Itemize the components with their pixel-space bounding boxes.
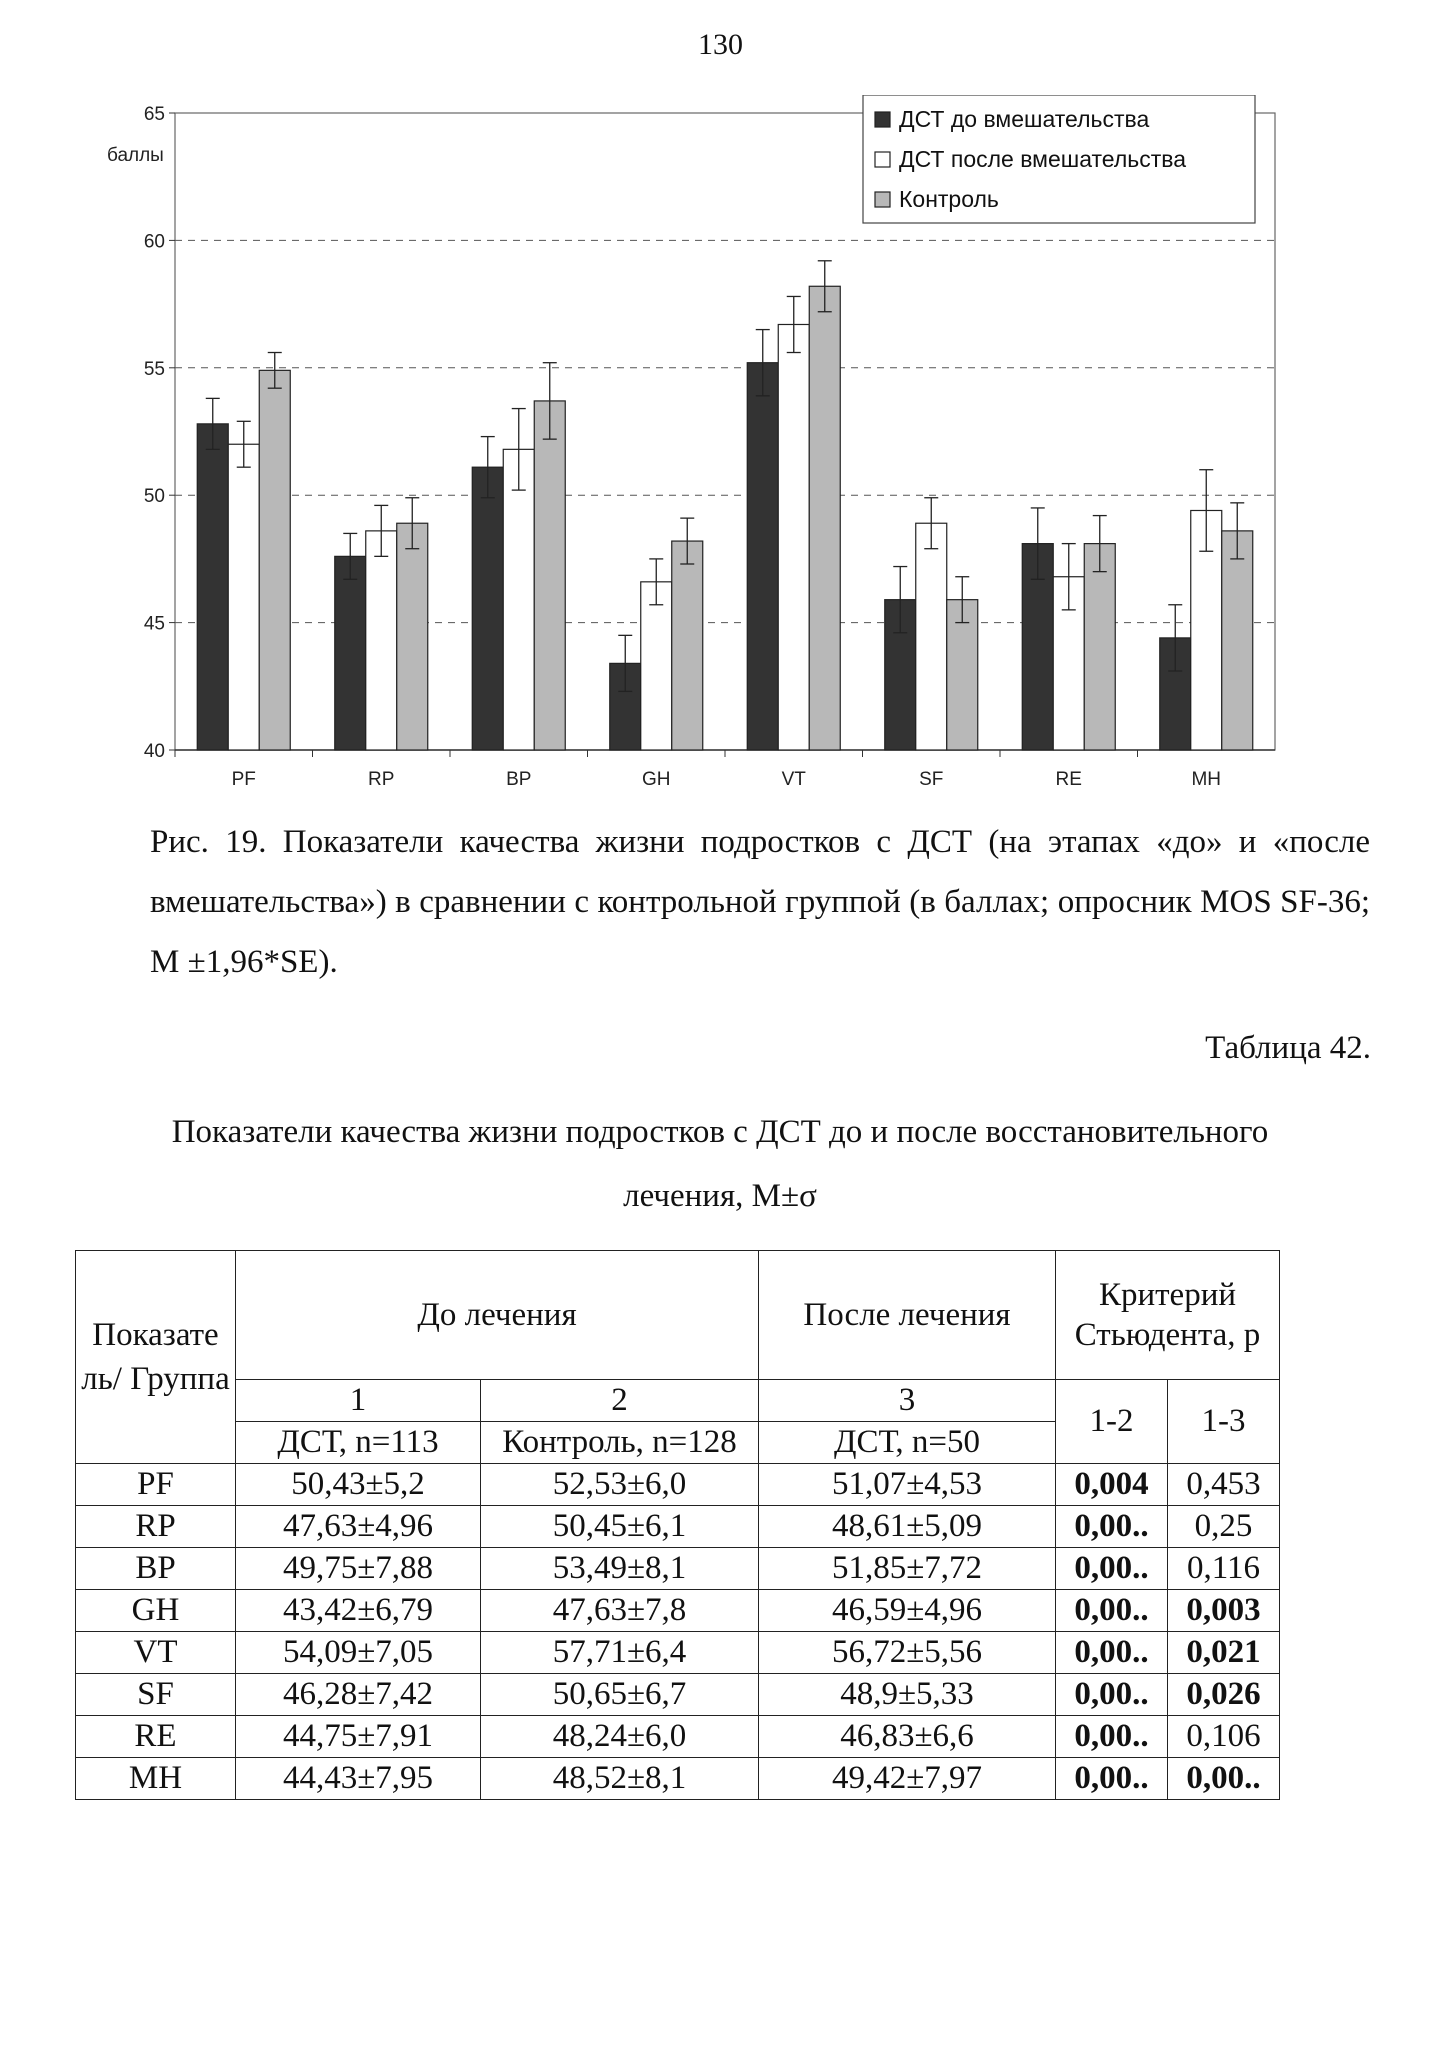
header-criterion: Критерий Стьюдента, p	[1056, 1251, 1280, 1380]
table-cell-c3: 51,07±4,53	[759, 1464, 1056, 1506]
table-cell-c1: 44,43±7,95	[236, 1758, 481, 1800]
legend-swatch	[875, 152, 890, 167]
table-cell-c2: 47,63±7,8	[481, 1590, 759, 1632]
table-cell-c3: 48,61±5,09	[759, 1506, 1056, 1548]
header-p12: 1-2	[1056, 1380, 1168, 1464]
table-row	[76, 1548, 1280, 1590]
y-axis-ticks	[144, 104, 175, 762]
y-tick-label: 50	[143, 486, 165, 508]
bar-mh-s3	[1222, 531, 1253, 750]
x-tick-label: RE	[1055, 769, 1082, 790]
table-cell-p12: 0,00..	[1056, 1716, 1168, 1758]
table-cell-p13: 0,106	[1168, 1716, 1280, 1758]
table-cell-name: MH	[76, 1758, 236, 1800]
x-tick-label: VT	[781, 769, 806, 790]
y-tick-label: 45	[143, 613, 165, 635]
table-title	[80, 1100, 1360, 1228]
table-title-line1: Показатели качества жизни подростков с ДСТ до и после восстановительного	[171, 1114, 1269, 1150]
legend-swatch	[875, 112, 890, 127]
header-p13: 1-3	[1168, 1380, 1280, 1464]
bar-chart	[95, 95, 1295, 805]
y-tick-label: 55	[143, 358, 165, 380]
table-cell-c1: 43,42±6,79	[236, 1590, 481, 1632]
table-cell-name: PF	[76, 1464, 236, 1506]
figure-caption: Рис. 19. Показатели качества жизни подростков с ДСТ (на этапах «до» и «после вмешательства») в сравнении с контрольной группой (в баллах; опросник MOS SF-36; M ±1,96*SE).	[150, 824, 1370, 980]
table-cell-name: GH	[76, 1590, 236, 1632]
table-cell-c2: 52,53±6,0	[481, 1464, 759, 1506]
table-cell-c3: 49,42±7,97	[759, 1758, 1056, 1800]
table-cell-name: RE	[76, 1716, 236, 1758]
bar-bp-s3	[534, 401, 565, 750]
table-cell-c1: 44,75±7,91	[236, 1716, 481, 1758]
table-row	[76, 1632, 1280, 1674]
header-num-2: 2	[481, 1380, 759, 1422]
table-cell-p12: 0,00..	[1056, 1590, 1168, 1632]
table-cell-name: SF	[76, 1674, 236, 1716]
table-cell-c2: 57,71±6,4	[481, 1632, 759, 1674]
bar-sf-s2	[916, 523, 947, 750]
table-cell-c2: 48,24±6,0	[481, 1716, 759, 1758]
table-cell-c3: 46,83±6,6	[759, 1716, 1056, 1758]
bar-vt-s2	[778, 324, 809, 750]
table-cell-c3: 51,85±7,72	[759, 1548, 1056, 1590]
bar-rp-s2	[366, 531, 397, 750]
table-cell-p13: 0,453	[1168, 1464, 1280, 1506]
legend-label: ДСТ после вмешательства	[899, 146, 1187, 172]
table-cell-p13: 0,003	[1168, 1590, 1280, 1632]
legend-swatch	[875, 192, 890, 207]
legend	[863, 95, 1255, 223]
y-tick-label: 65	[143, 104, 165, 125]
bar-pf-s2	[228, 444, 259, 750]
table-cell-name: VT	[76, 1632, 236, 1674]
y-tick-label: 40	[143, 741, 165, 762]
table-row	[76, 1464, 1280, 1506]
table-cell-p13: 0,021	[1168, 1632, 1280, 1674]
table-cell-p12: 0,004	[1056, 1464, 1168, 1506]
table-row	[76, 1590, 1280, 1632]
bar-pf-s3	[259, 370, 290, 750]
header-before: До лечения	[236, 1251, 759, 1380]
table-row	[76, 1674, 1280, 1716]
bar-bp-s2	[503, 449, 534, 750]
table-cell-p12: 0,00..	[1056, 1548, 1168, 1590]
table-cell-p13: 0,25	[1168, 1506, 1280, 1548]
bar-gh-s3	[672, 541, 703, 750]
table-row	[76, 1758, 1280, 1800]
header-group-3: ДСТ, n=50	[759, 1422, 1056, 1464]
table-cell-p12: 0,00..	[1056, 1674, 1168, 1716]
bar-gh-s2	[641, 582, 672, 750]
x-tick-label: PF	[231, 769, 256, 790]
table-title-line2: лечения, M±σ	[623, 1178, 817, 1214]
table-cell-c3: 46,59±4,96	[759, 1590, 1056, 1632]
table-cell-c2: 50,45±6,1	[481, 1506, 759, 1548]
table-number: Таблица 42.	[1205, 1030, 1371, 1066]
header-indicator: Показате ль/ Группа	[76, 1251, 236, 1464]
table-cell-c3: 56,72±5,56	[759, 1632, 1056, 1674]
table-cell-c2: 53,49±8,1	[481, 1548, 759, 1590]
legend-label: ДСТ до вмешательства	[899, 106, 1150, 132]
table-row	[76, 1506, 1280, 1548]
bar-vt-s1	[747, 363, 778, 750]
header-group-1: ДСТ, n=113	[236, 1422, 481, 1464]
y-axis-label: баллы	[107, 145, 164, 166]
bar-bp-s1	[472, 467, 503, 750]
table-cell-c1: 50,43±5,2	[236, 1464, 481, 1506]
table-cell-c2: 50,65±6,7	[481, 1674, 759, 1716]
table-cell-p12: 0,00..	[1056, 1506, 1168, 1548]
legend-label: Контроль	[899, 186, 999, 212]
header-num-1: 1	[236, 1380, 481, 1422]
y-tick-label: 60	[143, 231, 165, 253]
table-cell-c1: 49,75±7,88	[236, 1548, 481, 1590]
table-cell-p13: 0,116	[1168, 1548, 1280, 1590]
table-cell-c3: 48,9±5,33	[759, 1674, 1056, 1716]
table-cell-c1: 47,63±4,96	[236, 1506, 481, 1548]
header-after: После лечения	[759, 1251, 1056, 1380]
table-cell-p12: 0,00..	[1056, 1758, 1168, 1800]
table-cell-name: BP	[76, 1548, 236, 1590]
header-group-2: Контроль, n=128	[481, 1422, 759, 1464]
x-tick-label: GH	[642, 769, 671, 790]
table-body	[76, 1464, 1280, 1800]
bars	[197, 261, 1253, 750]
x-tick-label: BP	[506, 769, 532, 790]
table-cell-c1: 54,09±7,05	[236, 1632, 481, 1674]
bar-re-s3	[1084, 544, 1115, 750]
bar-rp-s3	[397, 523, 428, 750]
table-cell-p13: 0,00..	[1168, 1758, 1280, 1800]
x-tick-label: SF	[919, 769, 944, 790]
data-table	[75, 1250, 1280, 1800]
page-number: 130	[698, 28, 743, 61]
table-cell-p12: 0,00..	[1056, 1632, 1168, 1674]
header-num-3: 3	[759, 1380, 1056, 1422]
table-cell-c2: 48,52±8,1	[481, 1758, 759, 1800]
table-cell-p13: 0,026	[1168, 1674, 1280, 1716]
table-row	[76, 1716, 1280, 1758]
bar-pf-s1	[197, 424, 228, 750]
x-tick-label: MH	[1191, 769, 1222, 790]
x-axis-ticks	[175, 750, 1221, 790]
bar-vt-s3	[809, 286, 840, 750]
table-cell-name: RP	[76, 1506, 236, 1548]
table-cell-c1: 46,28±7,42	[236, 1674, 481, 1716]
bar-rp-s1	[335, 556, 366, 750]
x-tick-label: RP	[368, 769, 395, 790]
